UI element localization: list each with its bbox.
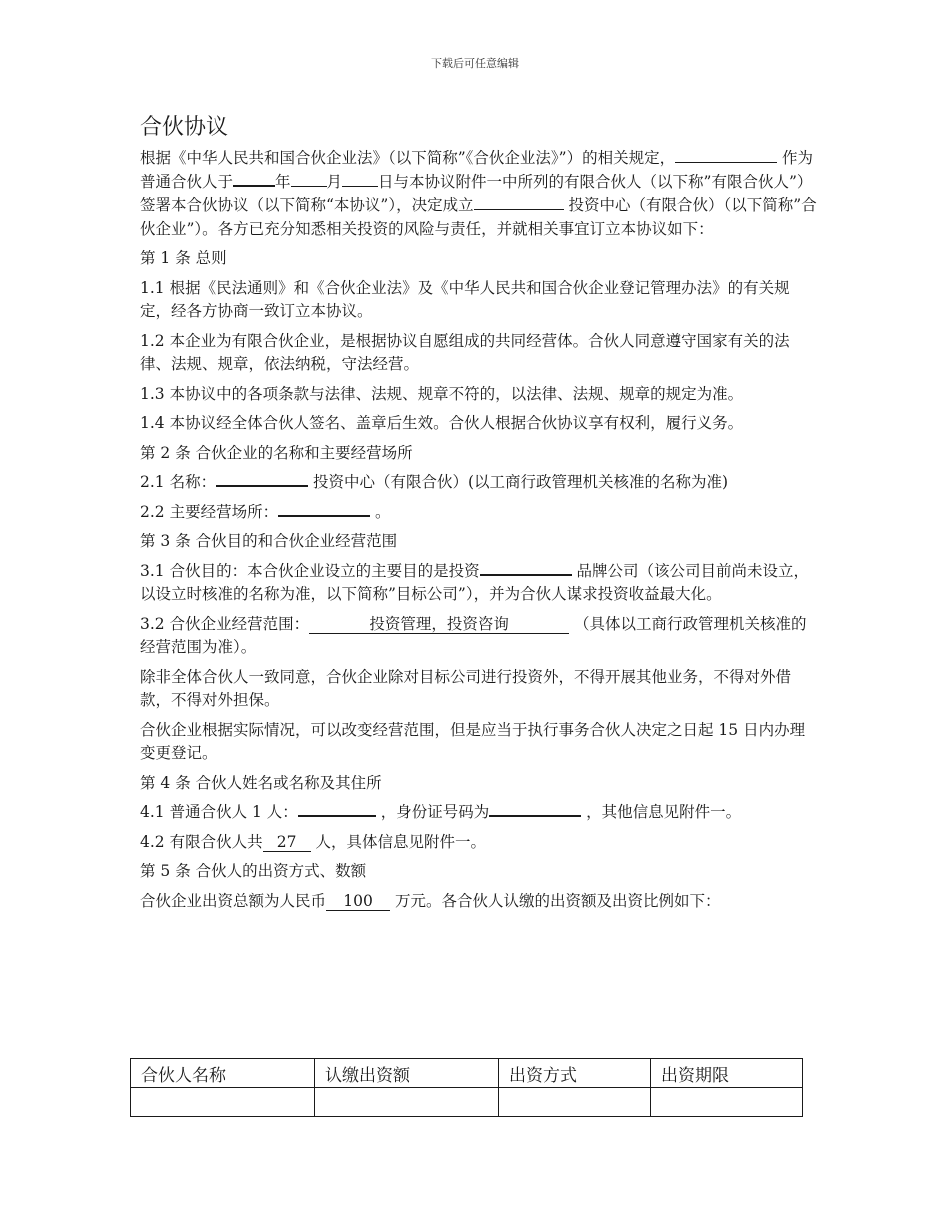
change-scope-paragraph: 合伙企业根据实际情况，可以改变经营范围，但是应当于执行事务合伙人决定之日起 15 日内办理变更登记。: [140, 720, 806, 762]
table-cell[interactable]: [131, 1088, 315, 1117]
clause-2-1: 2.1 名称： 投资中心（有限合伙）(以工商行政管理机关核准的名称为准): [140, 473, 729, 491]
clause-3-2: 3.2 合伙企业经营范围： 投资管理，投资咨询 （具体以工商行政管理机关核准的经营范围为准）。: [140, 614, 807, 656]
article-heading: 第 2 条 合伙企业的名称和主要经营场所: [140, 443, 413, 462]
article-heading: 第 3 条 合伙目的和合伙企业经营范围: [140, 532, 398, 550]
table-cell[interactable]: [651, 1088, 803, 1117]
blank-field[interactable]: [216, 485, 308, 487]
blank-field[interactable]: [489, 815, 581, 817]
blank-field[interactable]: [278, 515, 370, 517]
blank-field[interactable]: [291, 186, 327, 187]
article-heading: 第 4 条 合伙人姓名或名称及其住所: [140, 773, 382, 792]
filled-field[interactable]: 100: [326, 893, 390, 911]
table-header-cell: 出资期限: [651, 1059, 803, 1088]
clause-1-2: 1.2 本企业为有限合伙企业，是根据协议自愿组成的共同经营体。合伙人同意遵守国家有关的法律、法规、规章，依法纳税，守法经营。: [140, 331, 790, 373]
table-header-cell: 合伙人名称: [131, 1059, 315, 1088]
filled-field[interactable]: 投资管理，投资咨询: [309, 616, 569, 634]
table-header-cell: 认缴出资额: [315, 1059, 499, 1088]
blank-field[interactable]: [675, 162, 685, 163]
blank-field[interactable]: [342, 186, 378, 187]
table-row: [131, 1088, 803, 1117]
clause-1-4: 1.4 本协议经全体合伙人签名、盖章后生效。合伙人根据合伙协议享有权利，履行义务。: [140, 414, 744, 432]
capital-paragraph: 合伙企业出资总额为人民币 100 万元。各合伙人认缴的出资额及出资比例如下：: [140, 891, 721, 910]
document-body: [140, 112, 820, 917]
clause-4-2: 4.2 有限合伙人共 27 人，具体信息见附件一。: [140, 832, 487, 851]
filled-field[interactable]: 27: [263, 834, 311, 852]
clause-1-1: 1.1 根据《民法通则》和《合伙企业法》及《中华人民共和国合伙企业登记管理办法》的有关规定，经各方协商一致订立本协议。: [140, 278, 790, 320]
blank-field[interactable]: [298, 815, 376, 817]
page-header: 下载后可任意编辑: [431, 57, 519, 70]
blank-field[interactable]: [233, 185, 275, 187]
clause-1-3: 1.3 本协议中的各项条款与法律、法规、规章不符的，以法律、法规、规章的规定为准。: [140, 384, 744, 403]
table-header-row: [131, 1059, 803, 1088]
article-heading: 第 1 条 总则: [140, 249, 227, 267]
blank-field[interactable]: [685, 162, 777, 163]
table-cell[interactable]: [315, 1088, 499, 1117]
capital-table: [130, 1058, 803, 1117]
table-header-cell: 出资方式: [499, 1059, 651, 1088]
blank-field[interactable]: [480, 574, 572, 576]
article-heading: 第 5 条 合伙人的出资方式、数额: [140, 862, 367, 880]
intro-paragraph: 根据《中华人民共和国合伙企业法》（以下简称”《合伙企业法》”）的相关规定， 作为普通合伙人于 年 月 日与本协议附件一中所列的有限合伙人（以下称”有限合伙人”）签署本合伙协议（以下简称“本协议”），决定成立 投资中心（有限合伙）（以下简称”合伙企业”）。各方已充分知悉相关投资的风险与责任，并就相关事宜订立本协议如下：: [140, 149, 817, 238]
table-cell[interactable]: [499, 1088, 651, 1117]
blank-field[interactable]: [474, 209, 564, 210]
restriction-paragraph: 除非全体合伙人一致同意，合伙企业除对目标公司进行投资外，不得开展其他业务，不得对外借款，不得对外担保。: [140, 667, 792, 709]
clause-2-2: 2.2 主要经营场所： 。: [140, 502, 391, 521]
clause-3-1: 3.1 合伙目的：本合伙企业设立的主要目的是投资 品牌公司（该公司目前尚未设立，以设立时核准的名称为准，以下简称”目标公司”），并为合伙人谋求投资收益最大化。: [140, 561, 810, 603]
document-title: 合伙协议: [140, 115, 229, 140]
clause-4-1: 4.1 普通合伙人 1 人： ，身份证号码为 ，其他信息见附件一。: [140, 803, 742, 821]
